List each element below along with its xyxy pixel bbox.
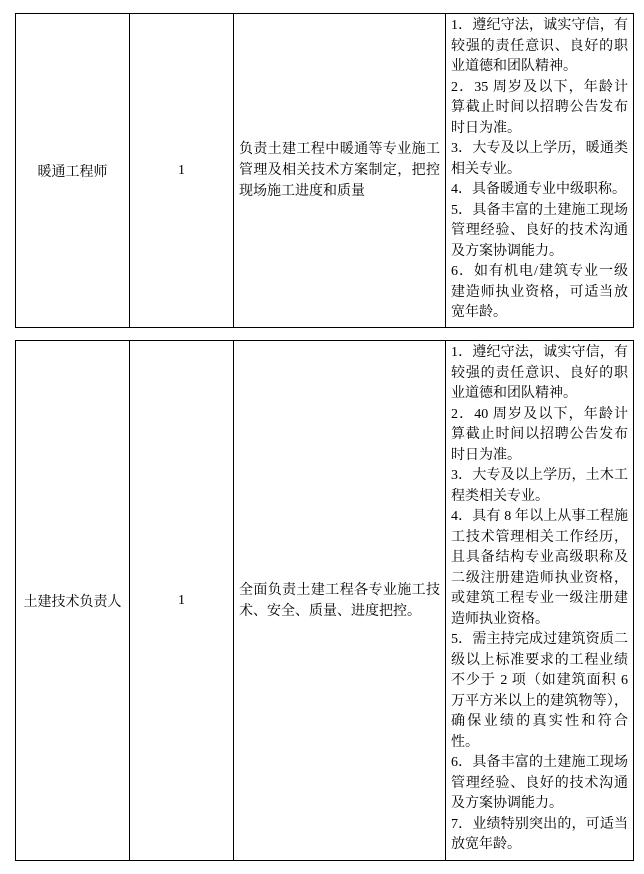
requirement-item: 2．40 周岁及以下，年龄计算截止时间以招聘公告发布时日为准。	[451, 406, 628, 463]
position-cell: 暖通工程师	[16, 14, 130, 328]
duties-cell: 全面负责土建工程各专业施工技术、安全、质量、进度把控。	[234, 341, 446, 861]
requirement-item: 3．大专及以上学历，暖通类相关专业。	[451, 141, 628, 177]
requirement-item: 1．遵纪守法，诚实守信，有较强的责任意识、良好的职业道德和团队精神。	[451, 18, 628, 74]
requirements-cell	[446, 14, 634, 328]
position-cell: 土建技术负责人	[16, 341, 130, 861]
requirement-item: 6．具备丰富的土建施工现场管理经验、良好的技术沟通及方案协调能力。	[451, 755, 628, 811]
job-table-hvac-engineer	[15, 13, 634, 328]
job-table-civil-tech-lead	[15, 340, 634, 861]
requirement-item: 3．大专及以上学历，土木工程类相关专业。	[451, 468, 628, 504]
table-row	[16, 341, 634, 861]
requirement-item: 4．具有 8 年以上从事工程施工技术管理相关工作经历，且具备结构专业高级职称及二级注册建造师执业资格，或建筑工程专业一级注册建造师执业资格。	[451, 509, 628, 627]
headcount-cell: 1	[130, 14, 234, 328]
requirements-cell	[446, 341, 634, 861]
requirement-item: 5．具备丰富的土建施工现场管理经验、良好的技术沟通及方案协调能力。	[451, 202, 628, 259]
requirement-item: 4．具备暖通专业中级职称。	[451, 182, 626, 197]
headcount-cell: 1	[130, 341, 234, 861]
table-row	[16, 14, 634, 328]
requirement-item: 1．遵纪守法，诚实守信，有较强的责任意识、良好的职业道德和团队精神。	[451, 345, 628, 401]
requirement-item: 2．35 周岁及以下，年龄计算截止时间以招聘公告发布时日为准。	[451, 79, 628, 136]
duties-cell: 负责土建工程中暖通等专业施工管理及相关技术方案制定，把控现场施工进度和质量	[234, 14, 446, 328]
requirement-item: 6．如有机电/建筑专业一级建造师执业资格，可适当放宽年龄。	[451, 264, 628, 320]
requirement-item: 5．需主持完成过建筑资质二级以上标准要求的工程业绩不少于 2 项（如建筑面积 6 万平方米以上的建筑物等），确保业绩的真实性和符合性。	[451, 632, 628, 750]
requirement-item: 7．业绩特别突出的，可适当放宽年龄。	[451, 816, 628, 852]
